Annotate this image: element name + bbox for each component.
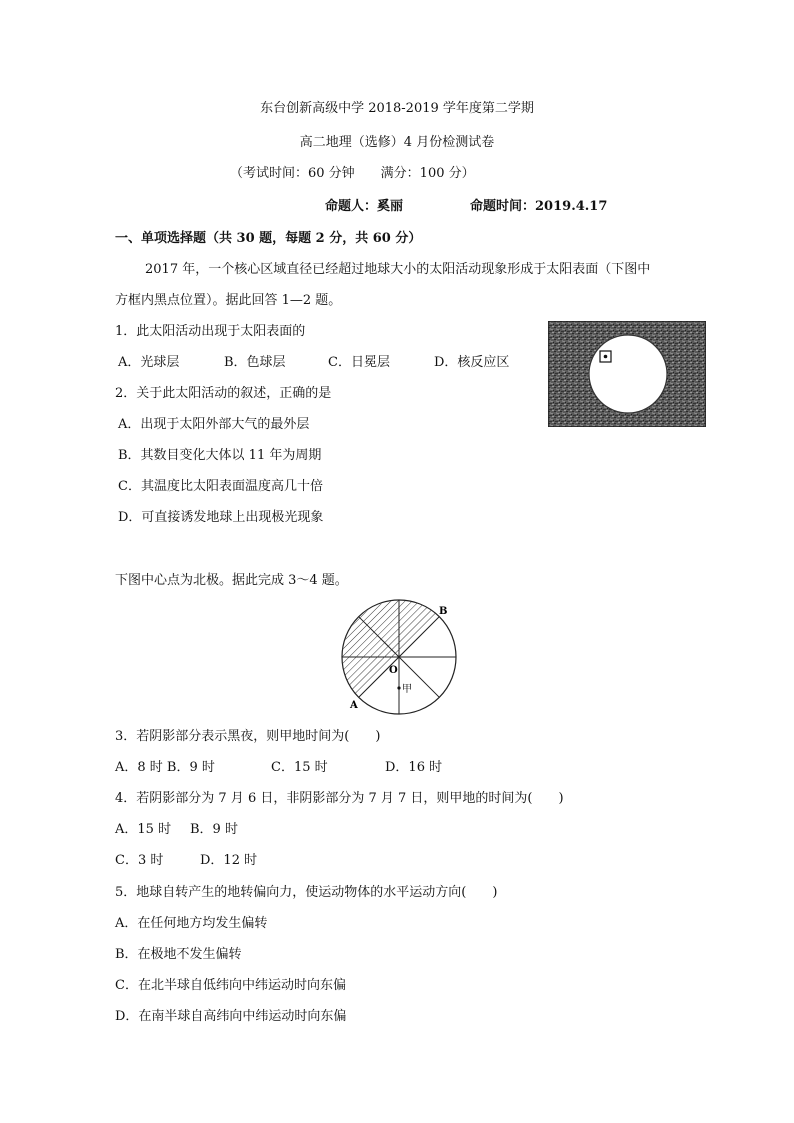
intro-line-2: 方框内黑点位置）。据此回答 1—2 题。: [115, 293, 342, 308]
q3-option-d: D．16 时: [385, 760, 443, 775]
author-label: 命题人：: [325, 199, 378, 214]
date-line: [470, 200, 607, 213]
q5-option-a: A．在任何地方均发生偏转: [115, 916, 268, 931]
label-a: A: [350, 700, 358, 711]
q2-option-c: C．其温度比太阳表面温度高几十倍: [118, 479, 323, 494]
date-label: 命题时间：: [470, 199, 536, 214]
q5-option-b: B．在极地不发生偏转: [115, 947, 242, 962]
q1-option-a: A．光球层: [118, 355, 180, 370]
author-line: [325, 200, 403, 213]
q2-option-b: B．其数目变化大体以 11 年为周期: [118, 448, 322, 463]
sun-disk: [589, 335, 667, 413]
q2-option-a: A．出现于太阳外部大气的最外层: [118, 417, 310, 432]
q5-option-c: C．在北半球自低纬向中纬运动时向东偏: [115, 978, 346, 993]
q3-option-c: C．15 时: [271, 760, 328, 775]
exam-title: 高二地理（选修）4 月份检测试卷: [299, 135, 495, 150]
label-o: O: [389, 665, 398, 676]
q4-stem: 4．若阴影部分为 7 月 6 日，非阴影部分为 7 月 7 日，则甲地的时间为( ): [115, 791, 564, 806]
label-b: B: [439, 606, 448, 617]
sun-image: [548, 321, 706, 427]
label-jia: 甲: [402, 684, 412, 695]
exam-info: （考试时间：60 分钟 满分：100 分）: [230, 166, 475, 181]
q4-option-a: A．15 时: [115, 822, 172, 837]
q1-option-d: D．核反应区: [434, 355, 510, 370]
q5-option-d: D．在南半球自高纬向中纬运动时向东偏: [115, 1009, 347, 1024]
q4-option-b: B．9 时: [190, 822, 238, 837]
school-line: 东台创新高级中学 2018-2019 学年度第二学期: [260, 101, 534, 116]
q1-option-b: B．色球层: [224, 355, 286, 370]
q2-option-d: D．可直接诱发地球上出现极光现象: [118, 510, 324, 525]
q1-stem: 1．此太阳活动出现于太阳表面的: [115, 324, 306, 339]
q4-option-d: D．12 时: [200, 853, 258, 868]
diagram-intro: 下图中心点为北极。据此完成 3～4 题。: [115, 573, 348, 588]
sunspot-dot: [604, 355, 608, 359]
q3-stem: 3．若阴影部分表示黑夜，则甲地时间为( ): [115, 729, 381, 744]
q5-stem: 5．地球自转产生的地转偏向力，使运动物体的水平运动方向( ): [115, 885, 498, 900]
q4-option-c: C．3 时: [115, 853, 164, 868]
polar-diagram: [330, 598, 470, 718]
q3-option-ab: A．8 时 B．9 时: [115, 760, 215, 775]
q2-stem: 2．关于此太阳活动的叙述，正确的是: [115, 386, 332, 401]
q1-option-c: C．日冕层: [328, 355, 390, 370]
intro-line-1: 2017 年，一个核心区域直径已经超过地球大小的太阳活动现象形成于太阳表面（下图中: [145, 262, 651, 277]
author-name: 奚丽: [377, 199, 404, 214]
date-value: 2019.4.17: [535, 199, 608, 214]
section-title: 一、单项选择题（共 30 题，每题 2 分，共 60 分）: [115, 231, 422, 246]
point-jia: [397, 686, 400, 689]
